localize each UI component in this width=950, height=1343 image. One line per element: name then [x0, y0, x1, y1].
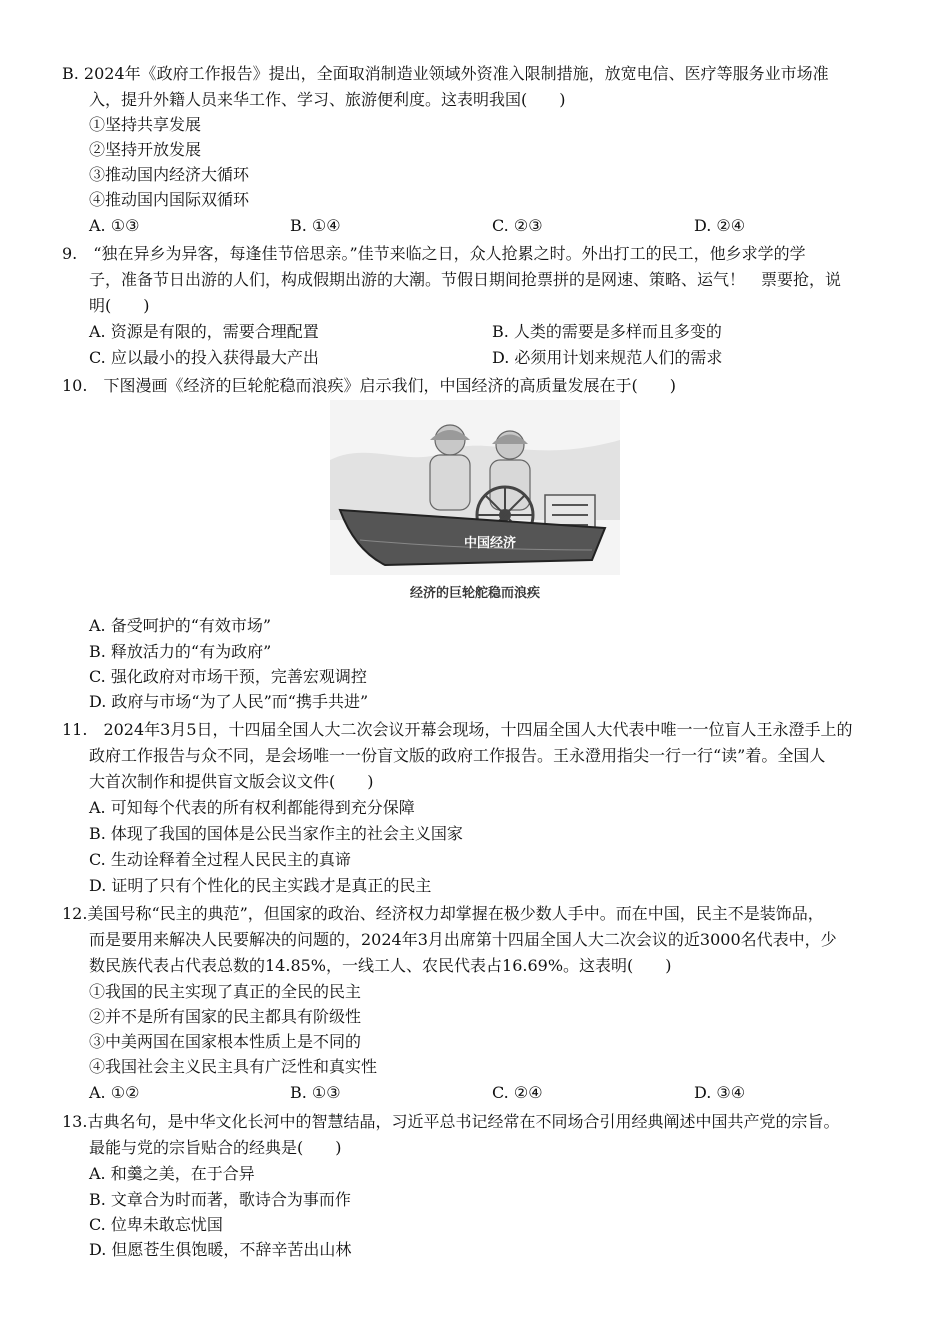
q12-item-4: ④我国社会主义民主具有广泛性和真实性	[89, 1057, 378, 1076]
q13-option-c[interactable]: C. 位卑未敢忘忧国	[89, 1215, 223, 1234]
q8-option-b[interactable]: B. ①④	[290, 216, 341, 235]
q9-option-c[interactable]: C. 应以最小的投入获得最大产出	[89, 348, 319, 367]
q8-item-3: ③推动国内经济大循环	[89, 165, 250, 184]
q11-option-d[interactable]: D. 证明了只有个性化的民主实践才是真正的民主	[89, 876, 432, 895]
cartoon-caption: 经济的巨轮舵稳而浪疾	[409, 586, 540, 601]
q12-stem-line3: 数民族代表占代表总数的14.85%，一线工人、农民代表占16.69%。这表明( )	[89, 956, 672, 975]
q10-option-a[interactable]: A. 备受呵护的“有效市场”	[89, 616, 272, 635]
q12-option-d[interactable]: D. ③④	[694, 1083, 746, 1102]
q13-option-a[interactable]: A. 和羹之美，在于合异	[89, 1164, 255, 1183]
ship-label: 中国经济	[463, 536, 517, 551]
q13-stem-line1: 13.古典名句，是中华文化长河中的智慧结晶，习近平总书记经常在不同场合引用经典阐述中国共产党的宗旨。	[62, 1112, 840, 1131]
q12-item-1: ①我国的民主实现了真正的全民的民主	[89, 982, 362, 1001]
q9-stem-line3: 明( )	[89, 296, 150, 315]
q11-option-b[interactable]: B. 体现了我国的国体是公民当家作主的社会主义国家	[89, 824, 463, 843]
q10-option-b[interactable]: B. 释放活力的“有为政府”	[89, 642, 272, 661]
q9-stem-line1: 9. “独在异乡为异客，每逢佳节倍思亲。”佳节来临之日，众人抢累之时。外出打工的民工，他乡求学的学	[62, 244, 806, 263]
q13-option-d[interactable]: D. 但愿苍生俱饱暖，不辞辛苦出山林	[89, 1240, 352, 1259]
q8-item-1: ①坚持共享发展	[89, 115, 202, 134]
q11-option-a[interactable]: A. 可知每个代表的所有权利都能得到充分保障	[89, 798, 415, 817]
q11-option-c[interactable]: C. 生动诠释着全过程人民民主的真谛	[89, 850, 351, 869]
q10-stem-line1: 10. 下图漫画《经济的巨轮舵稳而浪疾》启示我们，中国经济的高质量发展在于( )	[62, 376, 676, 395]
q12-stem-line2: 而是要用来解决人民要解决的问题的，2024年3月出席第十四届全国人大二次会议的近3000名代表中，少	[89, 930, 837, 949]
q11-stem-line2: 政府工作报告与众不同，是会场唯一一份盲文版的政府工作报告。王永澄用指尖一行一行“读”着。全国人	[89, 746, 826, 765]
q9-stem-line2: 子，准备节日出游的人们，构成假期出游的大潮。节假日期间抢票拼的是网速、策略、运气！ 票要抢，说	[89, 270, 842, 289]
q12-item-3: ③中美两国在国家根本性质上是不同的	[89, 1032, 362, 1051]
q10-option-d[interactable]: D. 政府与市场“为了人民”而“携手共进”	[89, 692, 369, 711]
q9-option-d[interactable]: D. 必须用计划来规范人们的需求	[492, 348, 723, 367]
q11-stem-line3: 大首次制作和提供盲文版会议文件( )	[89, 772, 374, 791]
q8-option-a[interactable]: A. ①③	[89, 216, 140, 235]
q12-item-2: ②并不是所有国家的民主都具有阶级性	[89, 1007, 362, 1026]
q8-option-d[interactable]: D. ②④	[694, 216, 746, 235]
q9-option-b[interactable]: B. 人类的需要是多样而且多变的	[492, 322, 722, 341]
q10-option-c[interactable]: C. 强化政府对市场干预，完善宏观调控	[89, 667, 367, 686]
q12-stem-line1: 12.美国号称“民主的典范”，但国家的政治、经济权力却掌握在极少数人手中。而在中国，民主不是装饰品，	[62, 904, 824, 923]
q12-option-a[interactable]: A. ①②	[89, 1083, 140, 1102]
q8-stem-line1: B. 2024年《政府工作报告》提出，全面取消制造业领域外资准入限制措施，放宽电信、医疗等服务业市场准	[62, 64, 829, 83]
q8-option-c[interactable]: C. ②③	[492, 216, 543, 235]
q8-item-2: ②坚持开放发展	[89, 140, 202, 159]
q8-stem-line2: 入，提升外籍人员来华工作、学习、旅游便利度。这表明我国( )	[89, 90, 566, 109]
q12-option-c[interactable]: C. ②④	[492, 1083, 543, 1102]
q13-stem-line2: 最能与党的宗旨贴合的经典是( )	[89, 1138, 342, 1157]
cartoon-ship-figure	[330, 400, 620, 610]
q13-option-b[interactable]: B. 文章合为时而著，歌诗合为事而作	[89, 1190, 351, 1209]
q8-item-4: ④推动国内国际双循环	[89, 190, 250, 209]
q11-stem-line1: 11. 2024年3月5日，十四届全国人大二次会议开幕会现场，十四届全国人大代表中唯一一位盲人王永澄手上的	[62, 720, 853, 739]
q12-option-b[interactable]: B. ①③	[290, 1083, 341, 1102]
q9-option-a[interactable]: A. 资源是有限的，需要合理配置	[89, 322, 319, 341]
